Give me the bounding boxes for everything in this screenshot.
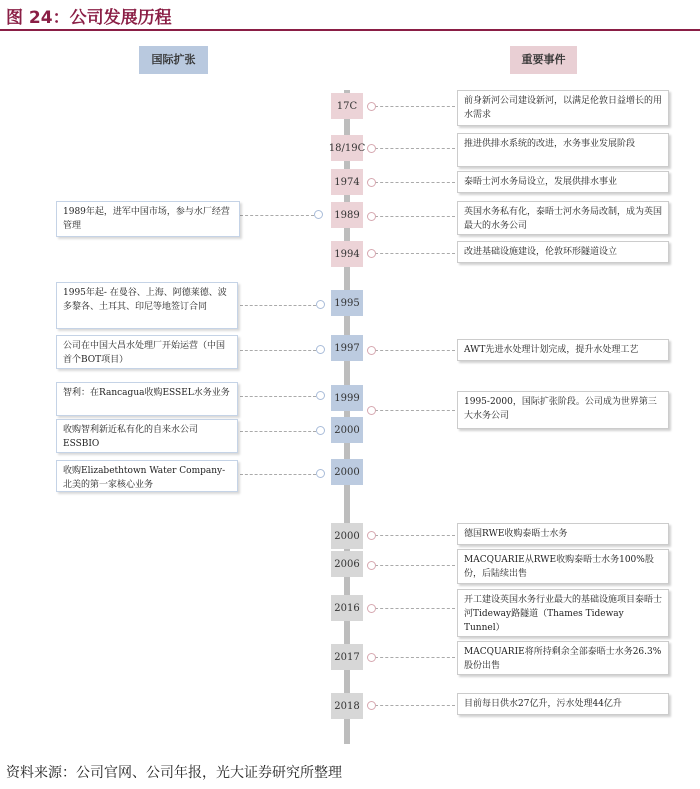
event-box-left: 收购智利新近私有化的自来水公司ESSBIO <box>56 419 238 453</box>
event-box-left: 智利：在Rancagua收购ESSEL水务业务 <box>56 382 238 416</box>
connector <box>375 350 455 351</box>
connector <box>240 215 314 216</box>
connector <box>375 565 455 566</box>
year-marker: 1989 <box>331 202 363 228</box>
header-key-events: 重要事件 <box>510 46 577 74</box>
timeline-dot <box>367 701 376 710</box>
timeline-dot <box>316 391 325 400</box>
event-box-right: 泰晤士河水务局设立，发展供排水事业 <box>457 171 669 193</box>
event-box-right: 开工建设英国水务行业最大的基础设施项目泰晤士河Tideway路隧道（Thames Tideway Tunnel） <box>457 589 669 637</box>
event-box-right: 1995-2000，国际扩张阶段。公司成为世界第三大水务公司 <box>457 391 669 429</box>
year-marker: 2000 <box>331 523 363 549</box>
connector <box>375 410 455 411</box>
figure-title: 图 24：公司发展历程 <box>6 8 172 28</box>
event-box-right: 英国水务私有化，泰晤士河水务局改制，成为英国最大的水务公司 <box>457 201 669 235</box>
year-marker: 2017 <box>331 644 363 670</box>
timeline-dot <box>367 346 376 355</box>
timeline-dot <box>367 531 376 540</box>
timeline-dot <box>367 178 376 187</box>
source-note: 资料来源：公司官网、公司年报，光大证券研究所整理 <box>6 765 342 781</box>
year-marker: 18/19C <box>331 135 363 161</box>
connector <box>375 657 455 658</box>
year-marker: 2000 <box>331 459 363 485</box>
connector <box>240 350 316 351</box>
timeline-dot <box>367 249 376 258</box>
title-rule <box>0 29 700 31</box>
timeline-dot <box>367 144 376 153</box>
event-box-right: 目前每日供水27亿升，污水处理44亿升 <box>457 693 669 715</box>
event-box-right: MACQUARIE从RWE收购泰晤士水务100%股份，后陆续出售 <box>457 549 669 584</box>
year-marker: 2006 <box>331 551 363 577</box>
connector <box>375 608 455 609</box>
year-marker: 1994 <box>331 241 363 267</box>
timeline-dot <box>367 102 376 111</box>
connector <box>375 253 455 254</box>
timeline-dot <box>367 561 376 570</box>
year-marker: 17C <box>331 93 363 119</box>
connector <box>375 106 455 107</box>
event-box-left: 公司在中国大昌水处理厂开始运营（中国首个BOT项目） <box>56 335 238 369</box>
connector <box>240 474 316 475</box>
event-box-right: AWT先进水处理计划完成，提升水处理工艺 <box>457 339 669 361</box>
event-box-left: 1995年起- 在曼谷、上海、阿德莱德、波多黎各、土耳其、印尼等地签订合同 <box>56 282 238 329</box>
year-marker: 1997 <box>331 335 363 361</box>
connector <box>240 431 316 432</box>
event-box-right: 德国RWE收购泰晤士水务 <box>457 523 669 545</box>
timeline-dot <box>316 300 325 309</box>
header-international-expansion: 国际扩张 <box>139 46 208 74</box>
timeline-dot <box>316 469 325 478</box>
connector <box>240 305 316 306</box>
timeline-dot <box>367 653 376 662</box>
timeline-dot <box>316 345 325 354</box>
timeline-dot <box>367 406 376 415</box>
timeline-dot <box>314 210 323 219</box>
year-marker: 2016 <box>331 595 363 621</box>
connector <box>240 396 316 397</box>
event-box-right: 推进供排水系统的改进，水务事业发展阶段 <box>457 133 669 167</box>
connector <box>375 216 455 217</box>
timeline-dot <box>367 604 376 613</box>
connector <box>375 705 455 706</box>
event-box-right: MACQUARIE将所持剩余全部泰晤士水务26.3%股份出售 <box>457 641 669 675</box>
event-box-left: 1989年起，进军中国市场，参与水厂经营管理 <box>56 201 240 237</box>
connector <box>375 182 455 183</box>
event-box-right: 改进基础设施建设，伦敦环形隧道设立 <box>457 241 669 263</box>
year-marker: 1995 <box>331 290 363 316</box>
event-box-left: 收购Elizabethtown Water Company-北美的第一家核心业务 <box>56 460 238 492</box>
event-box-right: 前身新河公司建设新河，以满足伦敦日益增长的用水需求 <box>457 90 669 126</box>
timeline-dot <box>367 212 376 221</box>
connector <box>375 535 455 536</box>
year-marker: 2000 <box>331 417 363 443</box>
year-marker: 1999 <box>331 385 363 411</box>
year-marker: 1974 <box>331 169 363 195</box>
connector <box>375 148 455 149</box>
timeline-dot <box>316 426 325 435</box>
year-marker: 2018 <box>331 693 363 719</box>
